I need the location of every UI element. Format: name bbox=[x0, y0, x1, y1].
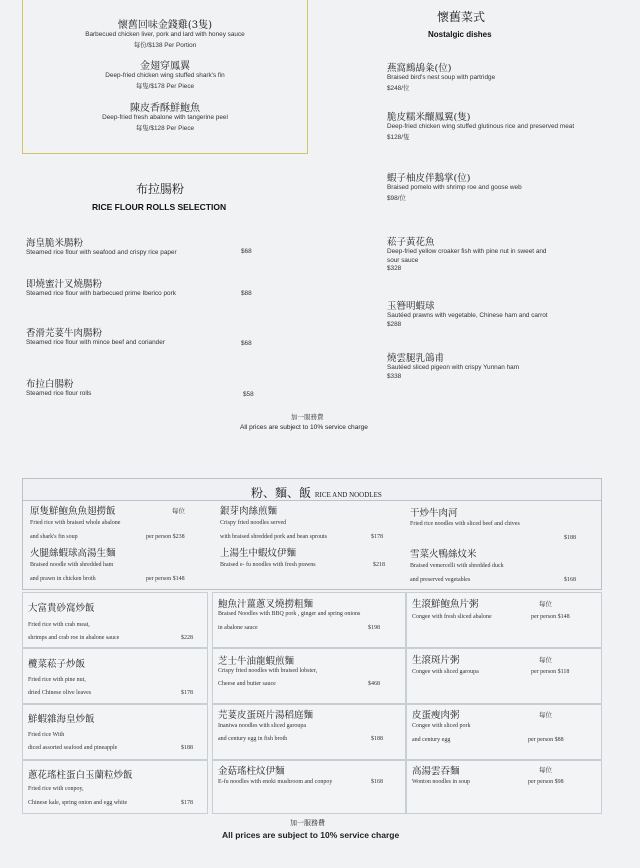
dish-name-en: Crispy fried noodles with braised lobster, bbox=[218, 668, 318, 674]
dish-name-cn: 燕窩鷓鴣粂(位) bbox=[387, 63, 452, 74]
dish-name-en: Crispy fried noodles served bbox=[220, 520, 287, 526]
dish-price: per person $148 bbox=[531, 614, 570, 620]
dish-iberico-rice-roll bbox=[26, 276, 266, 299]
dish-name-en: E-fu noodles with enoki mushroom and conpoy bbox=[218, 779, 333, 785]
dish-price: $68 bbox=[241, 248, 252, 255]
nostalgic-title-cn: 懷舊菜式 bbox=[437, 10, 486, 24]
rice-noodles-title-en: RICE AND NOODLES bbox=[314, 491, 382, 499]
dish-price: $288 bbox=[387, 320, 402, 328]
dish-price: $468 bbox=[368, 681, 380, 687]
dish-name-en: Fried rice with pine nut, bbox=[28, 677, 86, 683]
dish-fried-abalone bbox=[40, 99, 290, 132]
dish-price: $178 bbox=[181, 800, 193, 806]
dish-name-cn: 蔥花瑤柱蛋白玉蘭粒炒飯 bbox=[28, 770, 133, 781]
dish-sauteed-prawns bbox=[387, 298, 617, 328]
dish-name-en: Sautéed prawns with vegetable, Chinese ham and carrot bbox=[387, 312, 548, 319]
dish-name-en-2: and prawn in chicken broth bbox=[30, 576, 96, 582]
dish-price: $68 bbox=[241, 340, 252, 347]
dish-name-en: Braised e- fu noodles with fresh prawns bbox=[220, 562, 316, 568]
dish-name-en: Inaniwa noodles with sliced garoupa bbox=[218, 723, 306, 729]
dish-name-en-2: shrimps and crab roe in abalone sauce bbox=[28, 635, 120, 641]
dish-chicken-wing-sharks-fin bbox=[40, 57, 290, 90]
dish-name-cn: 芫荽皮蛋斑片湯稻庭麵 bbox=[218, 710, 314, 721]
dish-name-cn: 銀芽肉絲煎麵 bbox=[220, 506, 278, 517]
dish-price: $58 bbox=[243, 391, 254, 398]
rice-rolls-title-en: RICE FLOUR ROLLS SELECTION bbox=[92, 202, 227, 212]
dish-price: $178 bbox=[371, 534, 383, 540]
dish-unit: 每位 bbox=[539, 766, 552, 774]
dish-name-en: Deep-fried fresh abalone with tangerine peel bbox=[102, 114, 228, 121]
dish-unit: 每位 bbox=[539, 711, 552, 719]
dish-name-cn: 懷舊回味金錢雞(3隻) bbox=[117, 20, 213, 31]
dish-price: $88 bbox=[241, 290, 252, 297]
dish-name-en-2: in abalone sauce bbox=[218, 625, 258, 631]
dish-price: $228 bbox=[181, 635, 193, 641]
dish-price: $328 bbox=[387, 265, 402, 272]
dish-name-cn: 玉簪明蝦球 bbox=[387, 301, 435, 312]
dish-name-en: Congee with sliced pork bbox=[412, 723, 471, 729]
service-note-cn: 加一服務費 bbox=[291, 413, 324, 421]
dish-price: 每隻/$128 Per Piece bbox=[135, 124, 195, 132]
dish-name-en-2: Cheese and butter sauce bbox=[218, 681, 276, 687]
dish-price: $198 bbox=[368, 625, 380, 631]
dish-name-cn: 即燒蜜汁叉燒腸粉 bbox=[26, 279, 103, 290]
dish-price: $128/隻 bbox=[387, 133, 410, 141]
dish-name-en: Deep-fried chicken wing stuffed shark's fin bbox=[105, 72, 225, 79]
dish-name-en: Steamed rice flour with mince beef and coriander bbox=[26, 339, 165, 346]
dish-name-en-2: with braised shredded pork and bean sprouts bbox=[220, 534, 327, 540]
dish-name-cn: 蝦子柚皮伴鵝掌(位) bbox=[387, 173, 471, 184]
rice-rolls-title-cn: 布拉腸粉 bbox=[136, 182, 185, 196]
dish-price: $338 bbox=[387, 372, 402, 380]
dish-name-en: Barbecued chicken liver, pork and lard with honey sauce bbox=[85, 31, 245, 38]
dish-unit: 每位 bbox=[539, 600, 552, 608]
dish-beef-rice-roll bbox=[26, 325, 266, 348]
dish-name-cn: 大富貴砂窩炒飯 bbox=[28, 603, 95, 614]
dish-unit: 每位 bbox=[172, 507, 185, 515]
dish-gold-coin-chicken bbox=[40, 16, 290, 49]
dish-price: per person $238 bbox=[146, 534, 185, 540]
nostalgic-title-en: Nostalgic dishes bbox=[428, 30, 492, 39]
dish-name-en: Fried rice With bbox=[28, 732, 65, 738]
dish-price: $248/位 bbox=[387, 84, 410, 92]
rice-noodles-title-cn: 粉、麵、飯 bbox=[251, 486, 312, 500]
dish-pomelo-goose-web bbox=[387, 170, 617, 202]
dish-name-en: Congee with fresh sliced abalone bbox=[412, 614, 492, 620]
dish-name-en-2: and century egg bbox=[412, 737, 451, 743]
dish-price: $188 bbox=[564, 535, 576, 541]
dish-name-cn: 鮑魚汁薑蔥叉燒撈粗麵 bbox=[218, 599, 314, 610]
dish-name-en: Steamed rice flour rolls bbox=[26, 390, 92, 397]
dish-plain-rice-roll bbox=[26, 376, 266, 399]
dish-name-en: Braised Noodles with BBQ pork , ginger and spring onions bbox=[218, 611, 361, 617]
dish-price: 每隻/$178 Per Piece bbox=[135, 82, 195, 90]
dish-name-en: Fried rice noodles with sliced beef and chives bbox=[410, 521, 520, 527]
dish-price: $98/位 bbox=[387, 194, 406, 202]
dish-name-en: Braised noodle with shredded ham bbox=[30, 562, 114, 568]
dish-name-cn: 火腿絲蝦球高湯生麵 bbox=[30, 548, 116, 559]
dish-unit: 每位 bbox=[539, 656, 552, 664]
dish-name-cn: 燒雲腿乳鴿甫 bbox=[387, 353, 445, 364]
dish-name-en-2: diced assorted seafood and pineapple bbox=[28, 745, 118, 751]
dish-name-cn: 生滾斑片粥 bbox=[412, 655, 460, 666]
dish-seafood-rice-roll bbox=[26, 235, 266, 258]
dish-name-en: Sautéed sliced pigeon with crispy Yunnan ham bbox=[387, 364, 520, 371]
dish-name-cn: 干炒牛肉河 bbox=[410, 508, 458, 519]
dish-name-en: Braised vemercelli with shredded duck bbox=[410, 563, 504, 569]
dish-price: $188 bbox=[181, 745, 193, 751]
dish-price: per person $118 bbox=[531, 669, 570, 675]
dish-name-cn: 原隻鮮鮑魚魚翅撈飯 bbox=[30, 506, 116, 517]
dish-price: per person $98 bbox=[528, 779, 564, 785]
dish-birds-nest-soup bbox=[387, 60, 617, 92]
dish-price: $188 bbox=[371, 736, 383, 742]
service-note-en: All prices are subject to 10% service charge bbox=[240, 424, 368, 431]
dish-price: 每份/$138 Per Portion bbox=[133, 41, 197, 49]
dish-price: per person $88 bbox=[528, 737, 564, 743]
rice-noodles-title bbox=[251, 484, 382, 501]
dish-name-en: Fried rice with braised whole abalone bbox=[30, 520, 121, 526]
dish-name-en: Braised bird's nest soup with partridge bbox=[387, 74, 496, 81]
dish-name-en: Braised pomelo with shrimp roe and goose web bbox=[387, 184, 522, 191]
dish-name-en: Steamed rice flour with seafood and crispy rice paper bbox=[26, 249, 177, 256]
dish-name-cn: 香滑芫荽牛肉腸粉 bbox=[26, 328, 103, 339]
dish-name-cn: 鮮蝦雜海皇炒飯 bbox=[28, 714, 95, 725]
dish-yellow-croaker bbox=[387, 234, 547, 272]
dish-price: $168 bbox=[371, 779, 383, 785]
dish-name-en: Steamed rice flour with barbecued prime Iberico pork bbox=[26, 290, 176, 297]
dish-name-en-2: Chinese kale, spring onion and egg white bbox=[28, 800, 128, 806]
dish-name-cn: 金菇瑤柱炆伊麵 bbox=[218, 766, 285, 777]
dish-name-cn: 布拉白腸粉 bbox=[26, 379, 74, 390]
dish-name-en-2: and preserved vegetables bbox=[410, 577, 471, 583]
dish-glutinous-chicken-wing bbox=[387, 109, 617, 141]
dish-name-cn: 高湯雲吞麵 bbox=[412, 766, 460, 777]
dish-name-en: Wonton noodles in soup bbox=[412, 779, 471, 785]
dish-name-cn: 海皇脆米腸粉 bbox=[26, 238, 84, 249]
footer-service-note-en: All prices are subject to 10% service charge bbox=[222, 830, 400, 840]
rice-noodles-header bbox=[22, 478, 602, 501]
dish-sliced-pigeon bbox=[387, 350, 617, 380]
dish-name-cn: 上湯生中蝦炆伊麵 bbox=[220, 548, 297, 559]
dish-name-cn: 菘子黃花魚 bbox=[387, 237, 435, 248]
dish-name-en-2: and century egg in fish broth bbox=[218, 736, 288, 742]
dish-price: per person $148 bbox=[146, 576, 185, 582]
dish-name-en-2: and shark's fin soup bbox=[30, 534, 78, 540]
dish-name-en: Deep-fried yellow croaker fish with pine nut in sweet and sour sauce bbox=[387, 248, 547, 264]
dish-name-cn: 生滾鮮鮑魚片粥 bbox=[412, 599, 479, 610]
dish-name-en: Congee with sliced garoupa bbox=[412, 669, 479, 675]
dish-name-cn: 芝士牛油龍蝦煎麵 bbox=[218, 656, 295, 667]
dish-name-en-2: dried Chinese olive leaves bbox=[28, 690, 92, 696]
dish-name-en: Fried rice with conpoy, bbox=[28, 786, 84, 792]
dish-price: $168 bbox=[564, 577, 576, 583]
dish-name-cn: 陳皮香酥鮮鮑魚 bbox=[130, 103, 200, 114]
dish-name-cn: 欖菜菘子炒飯 bbox=[28, 659, 86, 670]
footer-service-note-cn: 加一服務費 bbox=[290, 819, 325, 827]
dish-name-en: Fried rice with crab meat, bbox=[28, 622, 90, 628]
dish-name-cn: 金翅穿鳳翼 bbox=[140, 61, 190, 72]
dish-price: $178 bbox=[181, 690, 193, 696]
dish-price: $218 bbox=[373, 562, 385, 568]
dish-name-cn: 雪菜火鴨絲炆米 bbox=[410, 549, 477, 560]
dish-name-cn: 脆皮糯米釀鳳翼(隻) bbox=[387, 112, 471, 123]
dish-name-cn: 皮蛋瘦肉粥 bbox=[412, 710, 460, 721]
dish-name-en: Deep-fried chicken wing stuffed glutinous rice and preserved meat bbox=[387, 123, 575, 130]
